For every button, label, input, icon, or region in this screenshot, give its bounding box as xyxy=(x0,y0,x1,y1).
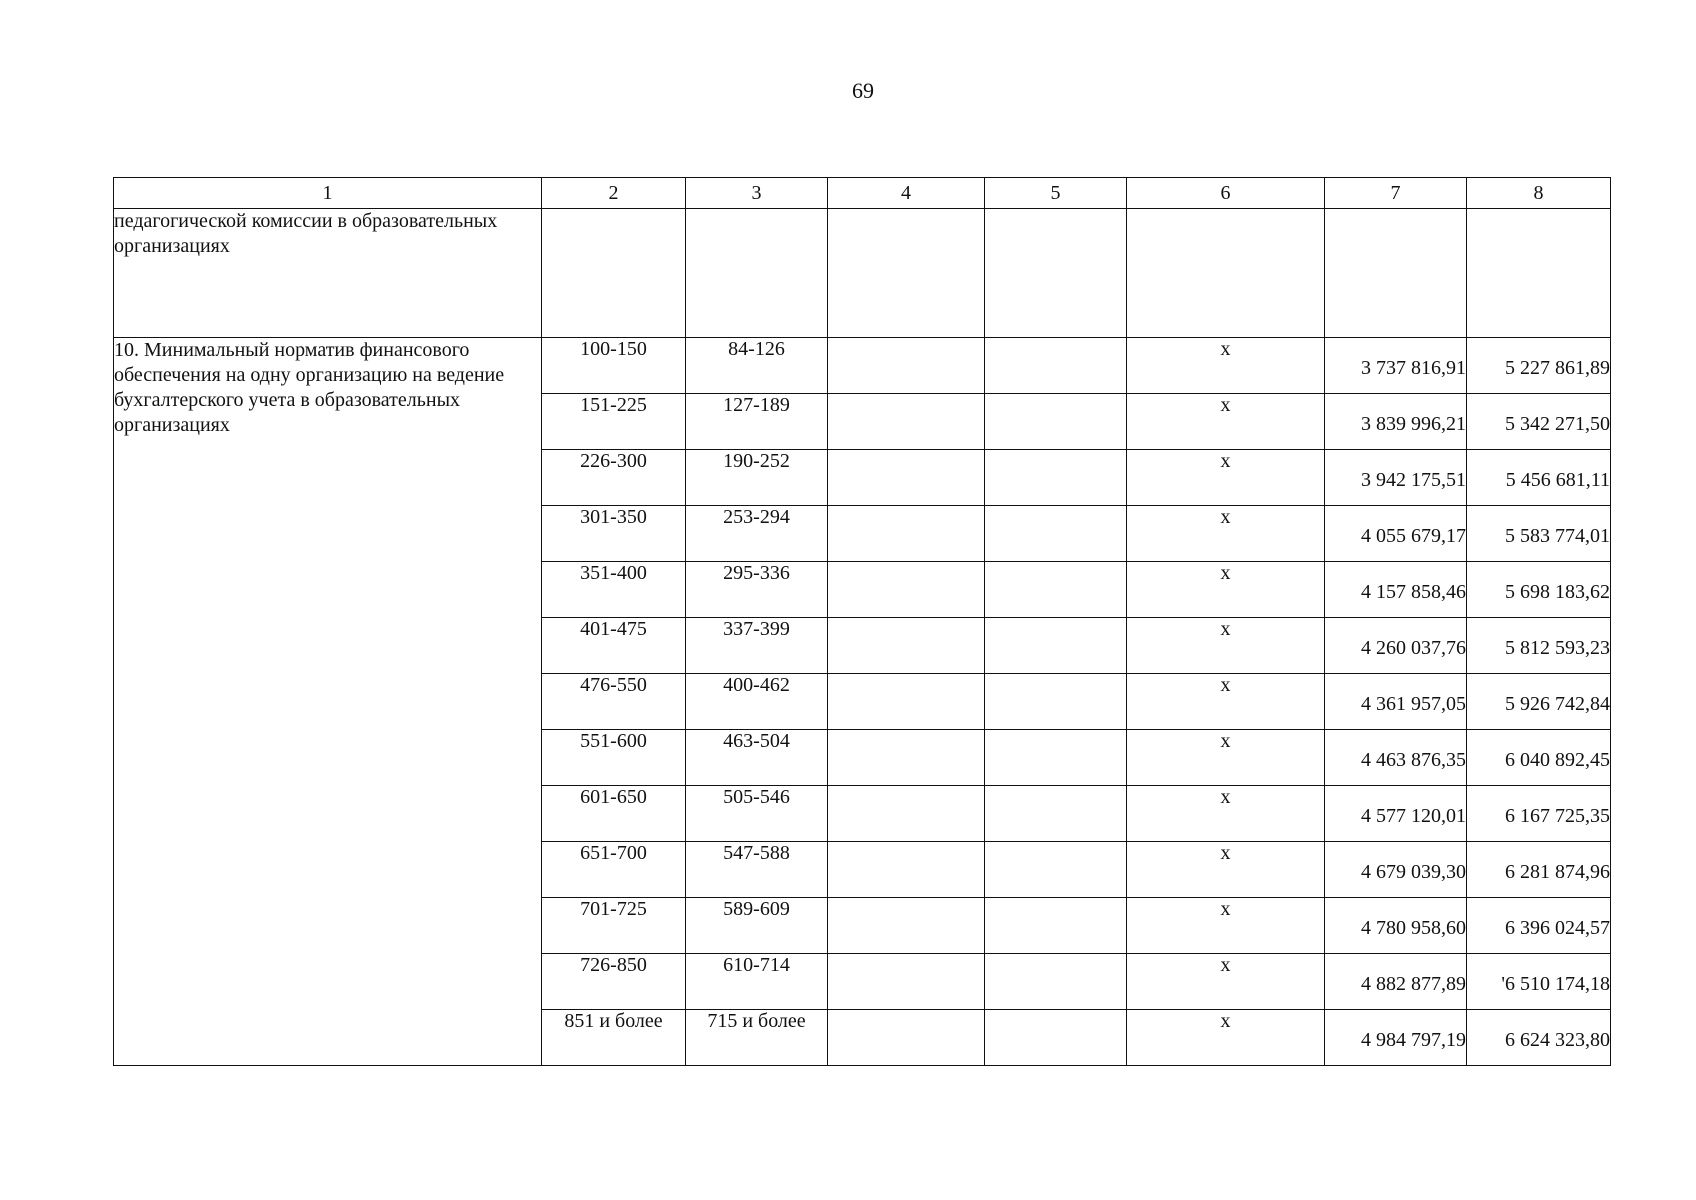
table-row xyxy=(114,338,1611,394)
column-header-8: 8 xyxy=(1467,178,1611,209)
norm-value-cell: 4 055 679,17 xyxy=(1325,506,1467,562)
table-cell-col5 xyxy=(985,954,1127,1010)
table-cell-col4 xyxy=(828,450,985,506)
norm-value-cell: 5 583 774,01 xyxy=(1467,506,1611,562)
table-cell-col4 xyxy=(828,562,985,618)
norm-value-cell: 6 040 892,45 xyxy=(1467,730,1611,786)
not-applicable-mark: х xyxy=(1127,338,1325,394)
norm-value-cell: 4 984 797,19 xyxy=(1325,1010,1467,1066)
table-body xyxy=(114,178,1611,1066)
norm-value-cell: 6 281 874,96 xyxy=(1467,842,1611,898)
participants-range-cell: 726-850 xyxy=(542,954,686,1010)
table-cell-col4 xyxy=(828,506,985,562)
not-applicable-mark: х xyxy=(1127,1010,1325,1066)
table-cell-col4 xyxy=(828,338,985,394)
staff-range-cell: 589-609 xyxy=(686,898,828,954)
norm-value-cell: 6 167 725,35 xyxy=(1467,786,1611,842)
table-cell-col4 xyxy=(828,898,985,954)
staff-range-cell: 253-294 xyxy=(686,506,828,562)
table-header-row xyxy=(114,178,1611,209)
participants-range-cell: 401-475 xyxy=(542,618,686,674)
table-cell-empty xyxy=(1127,209,1325,338)
table-cell-col4 xyxy=(828,786,985,842)
not-applicable-mark: х xyxy=(1127,786,1325,842)
not-applicable-mark: х xyxy=(1127,898,1325,954)
participants-range-cell: 651-700 xyxy=(542,842,686,898)
table-cell-col5 xyxy=(985,562,1127,618)
norm-value-cell: 3 737 816,91 xyxy=(1325,338,1467,394)
not-applicable-mark: х xyxy=(1127,954,1325,1010)
not-applicable-mark: х xyxy=(1127,506,1325,562)
table-cell-empty xyxy=(985,209,1127,338)
norm-value-cell: '6 510 174,18 xyxy=(1467,954,1611,1010)
continued-item-row xyxy=(114,209,1611,338)
table-cell-empty xyxy=(1467,209,1611,338)
norm-value-cell: 4 463 876,35 xyxy=(1325,730,1467,786)
staff-range-cell: 190-252 xyxy=(686,450,828,506)
column-header-1: 1 xyxy=(114,178,542,209)
column-header-6: 6 xyxy=(1127,178,1325,209)
table-cell-col5 xyxy=(985,730,1127,786)
table-cell-empty xyxy=(686,209,828,338)
table-cell-col5 xyxy=(985,506,1127,562)
norm-value-cell: 4 882 877,89 xyxy=(1325,954,1467,1010)
staff-range-cell: 610-714 xyxy=(686,954,828,1010)
data-table xyxy=(113,177,1611,1066)
table-cell-col4 xyxy=(828,842,985,898)
table-cell-col4 xyxy=(828,730,985,786)
norm-value-cell: 5 456 681,11 xyxy=(1467,450,1611,506)
staff-range-cell: 547-588 xyxy=(686,842,828,898)
norm-value-cell: 4 577 120,01 xyxy=(1325,786,1467,842)
table-cell-empty xyxy=(1325,209,1467,338)
table-cell-col5 xyxy=(985,450,1127,506)
table-cell-col4 xyxy=(828,618,985,674)
staff-range-cell: 127-189 xyxy=(686,394,828,450)
table-cell-col5 xyxy=(985,898,1127,954)
norm-value-cell: 4 679 039,30 xyxy=(1325,842,1467,898)
table-cell-empty xyxy=(828,209,985,338)
not-applicable-mark: х xyxy=(1127,562,1325,618)
participants-range-cell: 226-300 xyxy=(542,450,686,506)
participants-range-cell: 301-350 xyxy=(542,506,686,562)
table-cell-col5 xyxy=(985,674,1127,730)
item-10-description: 10. Минимальный норматив финансового обеспечения на одну организацию на ведение бухгалтерского учета в образовательных организациях xyxy=(114,338,542,1066)
norm-value-cell: 5 227 861,89 xyxy=(1467,338,1611,394)
table-cell-col5 xyxy=(985,618,1127,674)
staff-range-cell: 337-399 xyxy=(686,618,828,674)
norm-value-cell: 4 260 037,76 xyxy=(1325,618,1467,674)
table-cell-col5 xyxy=(985,394,1127,450)
norm-value-cell: 5 342 271,50 xyxy=(1467,394,1611,450)
norm-value-cell: 6 624 323,80 xyxy=(1467,1010,1611,1066)
table-cell-col4 xyxy=(828,1010,985,1066)
not-applicable-mark: х xyxy=(1127,730,1325,786)
page-number: 69 xyxy=(852,78,874,103)
norm-value-cell: 6 396 024,57 xyxy=(1467,898,1611,954)
column-header-4: 4 xyxy=(828,178,985,209)
column-header-5: 5 xyxy=(985,178,1127,209)
participants-range-cell: 476-550 xyxy=(542,674,686,730)
norm-value-cell: 3 839 996,21 xyxy=(1325,394,1467,450)
table-cell-col5 xyxy=(985,338,1127,394)
participants-range-cell: 100-150 xyxy=(542,338,686,394)
participants-range-cell: 351-400 xyxy=(542,562,686,618)
norm-value-cell: 5 812 593,23 xyxy=(1467,618,1611,674)
norm-value-cell: 5 926 742,84 xyxy=(1467,674,1611,730)
table-cell-col4 xyxy=(828,674,985,730)
participants-range-cell: 701-725 xyxy=(542,898,686,954)
not-applicable-mark: х xyxy=(1127,394,1325,450)
table-cell-col5 xyxy=(985,786,1127,842)
norm-value-cell: 4 780 958,60 xyxy=(1325,898,1467,954)
table-cell-col4 xyxy=(828,954,985,1010)
continued-item-description: педагогической комиссии в образовательных организациях xyxy=(114,209,542,338)
column-header-3: 3 xyxy=(686,178,828,209)
table-cell-empty xyxy=(542,209,686,338)
staff-range-cell: 84-126 xyxy=(686,338,828,394)
participants-range-cell: 851 и более xyxy=(542,1010,686,1066)
staff-range-cell: 463-504 xyxy=(686,730,828,786)
not-applicable-mark: х xyxy=(1127,842,1325,898)
column-header-2: 2 xyxy=(542,178,686,209)
norm-value-cell: 5 698 183,62 xyxy=(1467,562,1611,618)
table-cell-col5 xyxy=(985,1010,1127,1066)
participants-range-cell: 151-225 xyxy=(542,394,686,450)
participants-range-cell: 551-600 xyxy=(542,730,686,786)
staff-range-cell: 295-336 xyxy=(686,562,828,618)
table-cell-col5 xyxy=(985,842,1127,898)
not-applicable-mark: х xyxy=(1127,450,1325,506)
not-applicable-mark: х xyxy=(1127,674,1325,730)
participants-range-cell: 601-650 xyxy=(542,786,686,842)
staff-range-cell: 505-546 xyxy=(686,786,828,842)
norm-value-cell: 4 361 957,05 xyxy=(1325,674,1467,730)
norm-value-cell: 3 942 175,51 xyxy=(1325,450,1467,506)
staff-range-cell: 715 и более xyxy=(686,1010,828,1066)
column-header-7: 7 xyxy=(1325,178,1467,209)
staff-range-cell: 400-462 xyxy=(686,674,828,730)
table-cell-col4 xyxy=(828,394,985,450)
not-applicable-mark: х xyxy=(1127,618,1325,674)
norm-value-cell: 4 157 858,46 xyxy=(1325,562,1467,618)
